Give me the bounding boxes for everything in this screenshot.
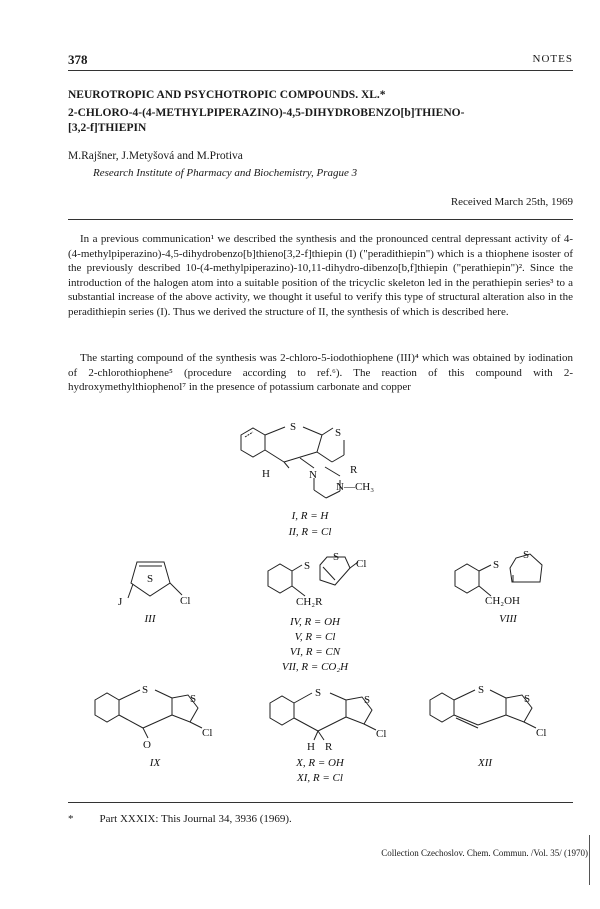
structure-i-ii	[241, 427, 344, 498]
subtitle-line-2: [3,2-f]THIEPIN	[68, 122, 147, 134]
received-date: Received March 25th, 1969	[450, 196, 573, 208]
label-x: X, R = OH	[296, 757, 344, 769]
footnote-rule	[68, 802, 573, 803]
subtitle-line-1: 2-CHLORO-4-(4-METHYLPIPERAZINO)-4,5-DIHYDROBENZO[b]THIENO-	[68, 107, 465, 119]
atom-s-iv-1: S	[304, 560, 311, 572]
label-xi: XI, R = Cl	[297, 772, 343, 784]
atom-o-ix: O	[143, 739, 151, 751]
article-title: NEUROTROPIC AND PSYCHOTROPIC COMPOUNDS. XL.*	[68, 89, 386, 101]
atom-s-viii-1: S	[493, 559, 500, 571]
structure-x-xi	[270, 693, 376, 740]
atom-r-x: R	[325, 741, 333, 753]
footnote-marker: *	[68, 813, 74, 825]
label-v: V, R = Cl	[294, 631, 336, 643]
atom-s-iv-2: S	[333, 551, 340, 563]
label-i: I, R = H	[291, 510, 329, 522]
atom-n-1: N	[309, 469, 317, 481]
atom-h-x: H	[307, 741, 315, 753]
paragraph-1: In a previous communication¹ we described the synthesis and the pronounced central depressant activity of 4-(4-methylpiperazino)-4,5-dihydrobenzo[b]thieno[3,2-f]thiepin (I) ("peradithiepin") which is a thiophene isoster of the previously described 10-(4-methylpiperazino)-10,11-dihydro-dibenzo[b,f]thiepin ("perathiepin")². Since the introduction of the halogen atom into a suitable position of the tricyclic skeleton led in the perathiepin series³ to a substantial increase of the above activity, we thought it useful to verify this type of structural alteration also in the peradithiepin series (I). Thus we derived the structure of II, the synthesis of which is described here.	[68, 233, 573, 318]
atom-s-1: S	[290, 421, 297, 433]
atom-s-viii-2: S	[523, 549, 530, 561]
label-viii: VIII	[499, 613, 517, 625]
atom-s-x-1: S	[315, 687, 322, 699]
atom-h: H	[262, 468, 270, 480]
atom-cl-iii: Cl	[180, 595, 191, 607]
label-vi: VI, R = CN	[289, 646, 341, 658]
atom-cl-ix: Cl	[202, 727, 213, 739]
atom-cl-x: Cl	[376, 728, 387, 740]
atom-s-2: S	[335, 427, 342, 439]
label-ii: II, R = Cl	[288, 526, 332, 538]
scan-edge-line	[589, 835, 590, 885]
structure-iv	[268, 557, 358, 596]
label-iv: IV, R = OH	[290, 616, 340, 628]
atom-s-ix-2: S	[190, 693, 197, 705]
section-label: NOTES	[532, 53, 573, 65]
atom-s-x-2: S	[364, 694, 371, 706]
authors: M.Rajšner, J.Metyšová and M.Protiva	[68, 150, 243, 162]
atom-s-xii-1: S	[478, 684, 485, 696]
journal-line: Collection Czechoslov. Chem. Commun. /Vol. 35/ (1970)	[381, 848, 588, 858]
atom-ch2r-iv: CH₂R	[296, 596, 323, 608]
atom-j-iii: J	[118, 596, 123, 608]
atom-ch2oh-viii: CH₂OH	[485, 595, 521, 607]
atom-n-ch3: N—CH₃	[336, 481, 375, 493]
paragraph-2: The starting compound of the synthesis was 2-chloro-5-iodothiophene (III)⁴ which was obtained by iodination of 2-chlorothiophene⁵ (procedure according to ref.⁶). The reaction of this compound with 2-hydroxymethylthiophenol⁷ in the presence of potassium carbonate and copper	[68, 352, 573, 394]
label-vii: VII, R = CO₂H	[281, 661, 349, 673]
atom-cl-xii: Cl	[536, 727, 547, 739]
label-xii: XII	[477, 757, 493, 769]
institute: Research Institute of Pharmacy and Biochemistry, Prague 3	[93, 167, 358, 179]
structure-ix	[95, 690, 202, 738]
atom-s-iii: S	[147, 573, 154, 585]
footnote-text: Part XXXIX: This Journal 34, 3936 (1969).	[99, 813, 292, 825]
footnote	[68, 813, 292, 825]
atom-s-xii-2: S	[524, 693, 531, 705]
label-ix: IX	[149, 757, 161, 769]
label-iii: III	[144, 613, 156, 625]
atom-s-ix-1: S	[142, 684, 149, 696]
structure-iii	[128, 562, 182, 598]
atom-r: R	[350, 464, 358, 476]
page-number: 378	[68, 52, 88, 67]
atom-cl-iv: Cl	[356, 558, 367, 570]
